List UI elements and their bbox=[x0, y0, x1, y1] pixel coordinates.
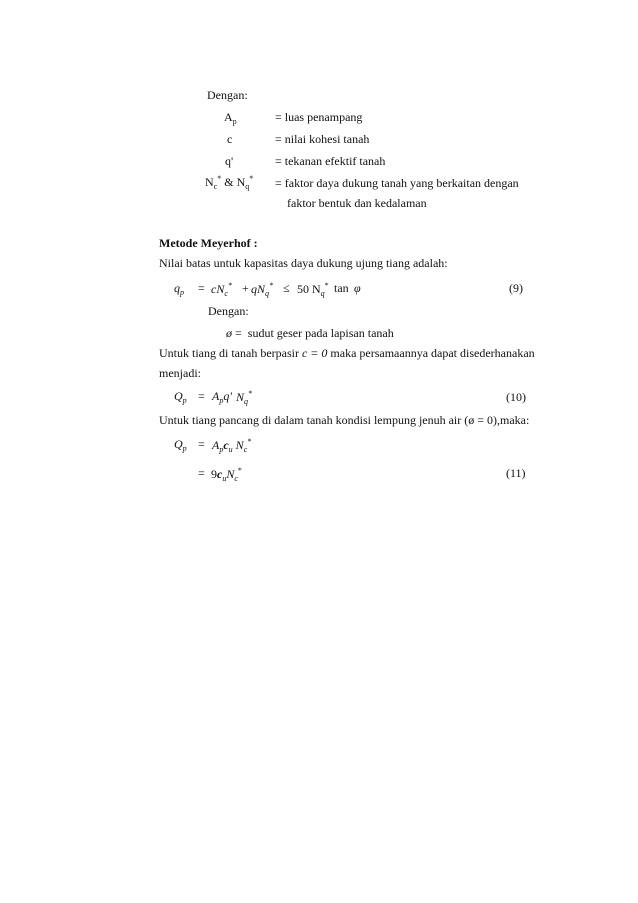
eq11a-lhs: $Q_p$ bbox=[174, 437, 187, 453]
eq10-number: (10) bbox=[506, 390, 526, 404]
desc-q: = tekanan efektif tanah bbox=[275, 154, 386, 168]
meyerhof-intro: Nilai batas untuk kapasitas daya dukung ujung tiang adalah: bbox=[159, 256, 448, 270]
eq11a-terms: $A_pc_u$ $N_c^*$ bbox=[212, 437, 252, 454]
desc-nc-nq-cont: faktor bentuk dan kedalaman bbox=[287, 196, 427, 210]
eq10-lhs: $Q_p$ bbox=[174, 389, 187, 405]
symbol-q: q' bbox=[225, 154, 234, 168]
eq9-plus: + bbox=[242, 281, 249, 295]
meyerhof-heading: Metode Meyerhof : bbox=[159, 236, 258, 250]
eq9-tan: tan bbox=[334, 281, 349, 295]
eq11a-equals: = bbox=[198, 437, 205, 451]
eq9-number: (9) bbox=[509, 281, 523, 295]
eq9-equals: = bbox=[198, 281, 205, 295]
eq11b-equals: = bbox=[198, 466, 205, 480]
eq9-phi: φ bbox=[354, 281, 361, 295]
eq11b-terms: $9c_uN_c^*$ bbox=[211, 466, 242, 483]
phi-definition: ø = sudut geser pada lapisan tanah bbox=[226, 326, 394, 340]
desc-c: = nilai kohesi tanah bbox=[275, 132, 370, 146]
desc-nc-nq: = faktor daya dukung tanah yang berkaitan dengan bbox=[275, 176, 519, 190]
eq9-leq: ≤ bbox=[283, 281, 290, 295]
eq10-equals: = bbox=[198, 389, 205, 403]
sand-line-2: menjadi: bbox=[159, 366, 201, 380]
symbol-c: c bbox=[227, 132, 233, 146]
symbol-nc-nq: $N_c^*$ & $N_q^*$ bbox=[205, 174, 254, 191]
symbol-ap: $A_p$ bbox=[224, 110, 237, 126]
definitions-intro: Dengan: bbox=[207, 88, 248, 102]
eq9-term2: $qN_q^*$ bbox=[251, 281, 274, 298]
meyerhof-dengan: Dengan: bbox=[208, 304, 249, 318]
eq11-number: (11) bbox=[506, 466, 526, 480]
eq10-term3: $N_q^*$ bbox=[236, 389, 253, 406]
sand-line-1: Untuk tiang di tanah berpasir c = 0 maka persamaannya dapat disederhanakan bbox=[159, 346, 535, 360]
eq9-term3: 50 $N_q^*$ bbox=[297, 281, 329, 298]
desc-ap: = luas penampang bbox=[275, 110, 363, 124]
eq9-lhs: $q_p$ bbox=[174, 281, 184, 297]
eq9-term1: $cN_c^*$ bbox=[211, 281, 232, 298]
eq10-term1: $A_pq'$ bbox=[212, 389, 232, 405]
clay-line: Untuk tiang pancang di dalam tanah kondisi lempung jenuh air (ø = 0),maka: bbox=[159, 413, 530, 427]
